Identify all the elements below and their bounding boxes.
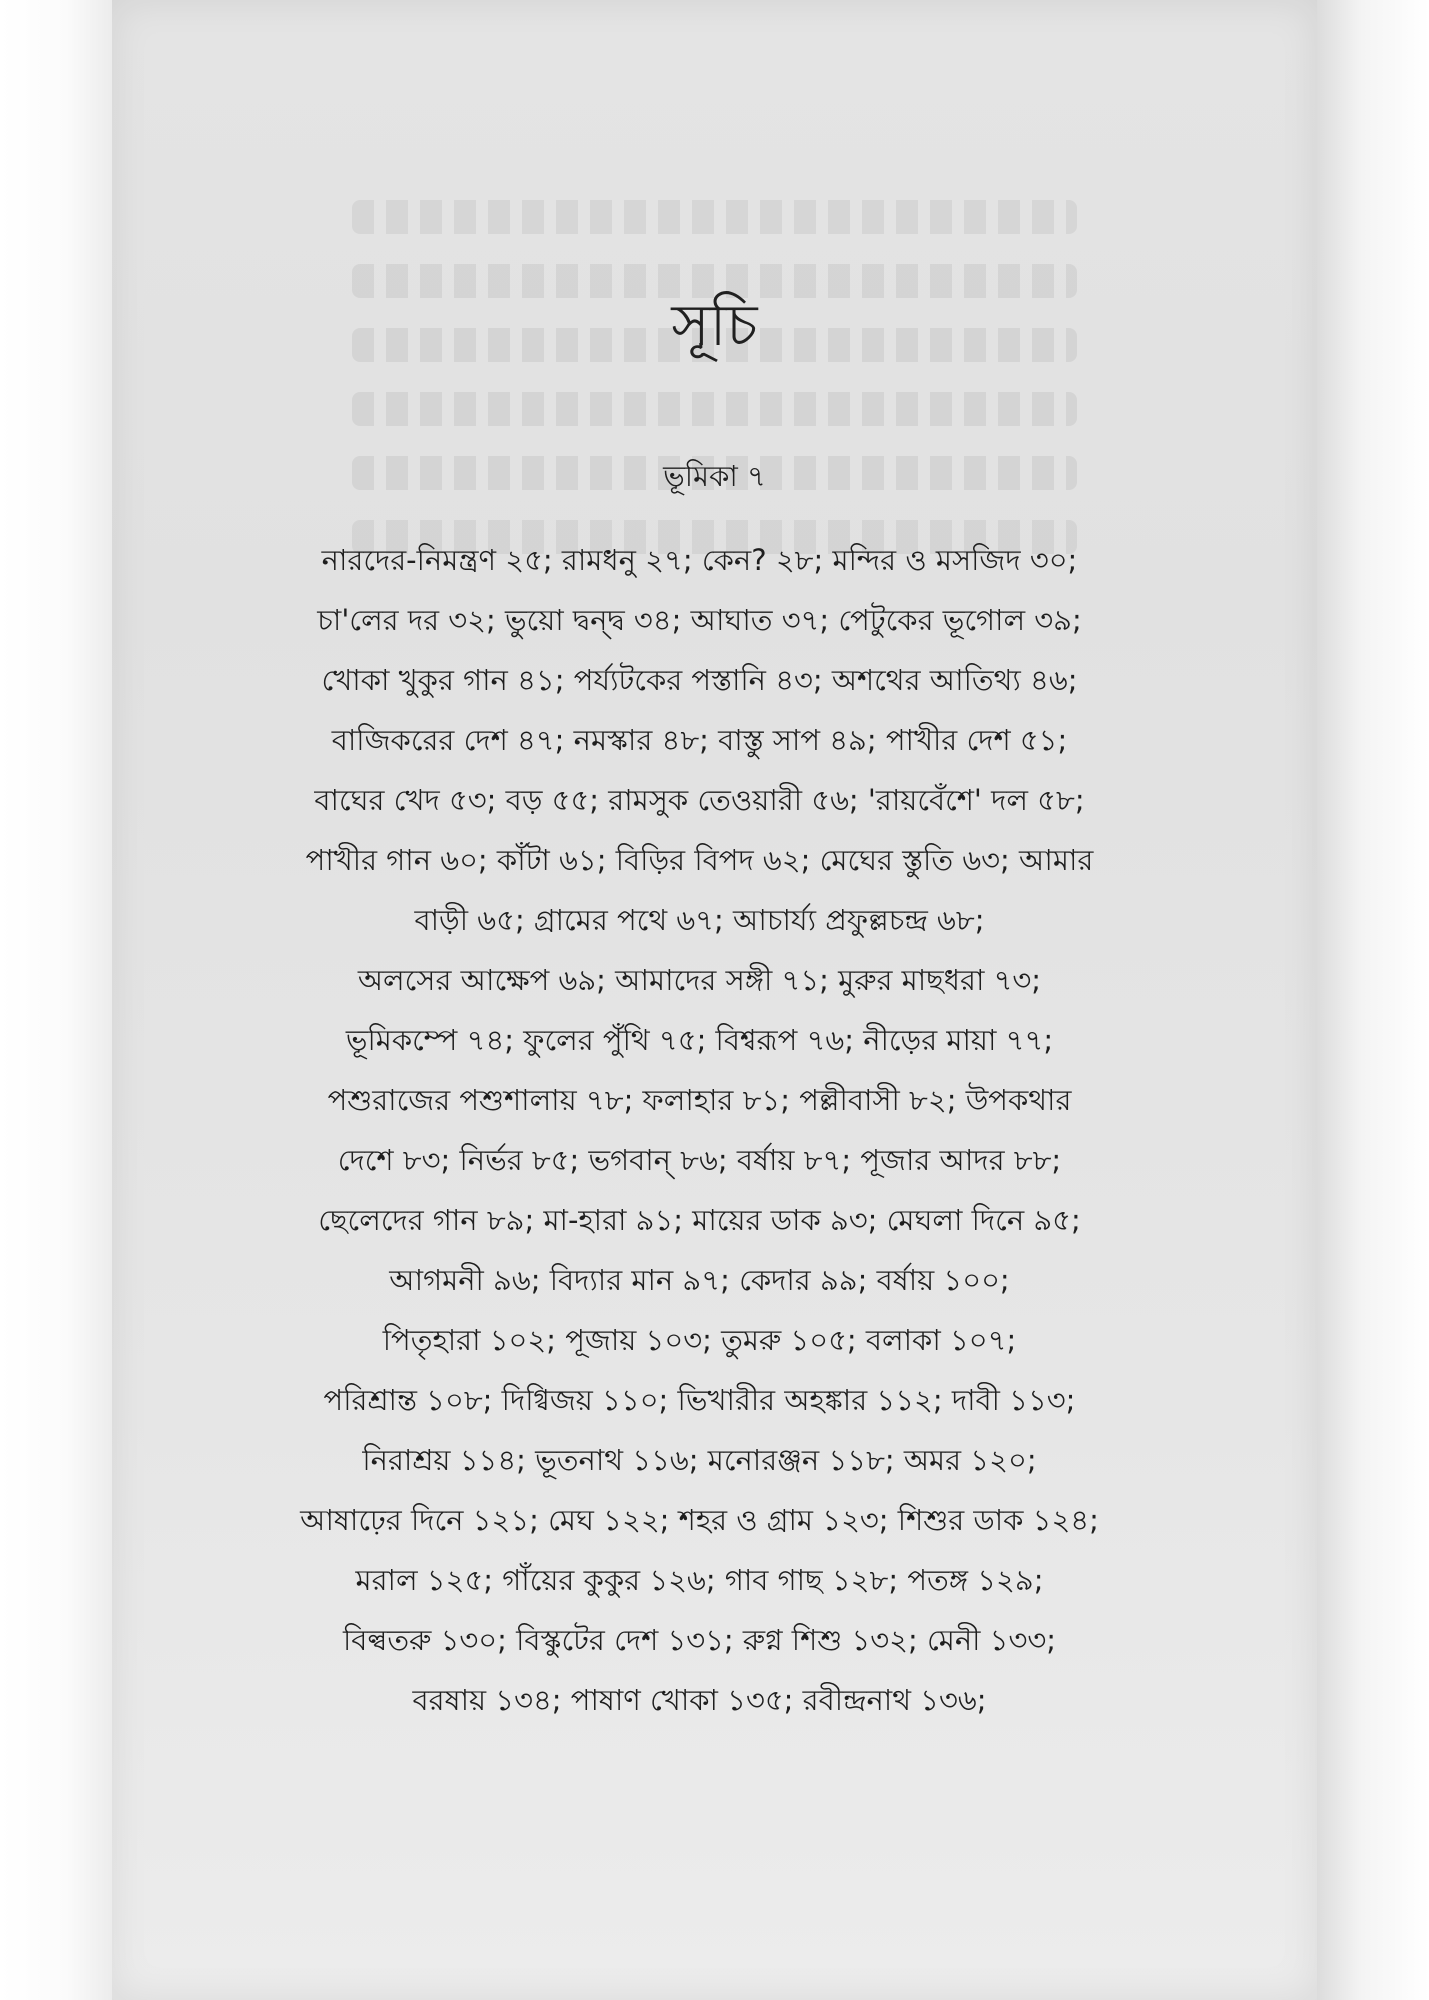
toc-line: পশুরাজের পশুশালায় ৭৮; ফলাহার ৮১; পল্লীবাসী ৮২; উপকথার [327,1083,1072,1117]
toc-line: পিতৃহারা ১০২; পূজায় ১০৩; তুমরু ১০৫; বলাকা ১০৭; [382,1323,1017,1357]
left-page-margin [0,0,112,2000]
preface-entry: ভূমিকা ৭ [663,459,766,493]
table-of-contents [112,0,1317,2000]
toc-line: চা'লের দর ৩২; ভুয়ো দ্বন্দ্ব ৩৪; আঘাত ৩৭; পেটুকের ভূগোল ৩৯; [317,603,1082,637]
toc-list [242,530,1157,1730]
toc-line: নিরাশ্রয় ১১৪; ভূতনাথ ১১৬; মনোরঞ্জন ১১৮; অমর ১২০; [362,1443,1037,1477]
toc-line: বিল্বতরু ১৩০; বিস্কুটের দেশ ১৩১; রুগ্ন শিশু ১৩২; মেনী ১৩৩; [343,1623,1056,1657]
toc-line: আগমনী ৯৬; বিদ্যার মান ৯৭; কেদার ৯৯; বর্ষায় ১০০; [389,1263,1010,1297]
toc-line: বরষায় ১৩৪; পাষাণ খোকা ১৩৫; রবীন্দ্রনাথ ১৩৬; [412,1683,987,1717]
toc-line: অলসের আক্ষেপ ৬৯; আমাদের সঙ্গী ৭১; মুরুর মাছধরা ৭৩; [357,963,1042,997]
page-bottom-space [112,1860,1317,1872]
right-page-margin [1317,0,1429,2000]
toc-line: ছেলেদের গান ৮৯; মা-হারা ৯১; মায়ের ডাক ৯৩; মেঘলা দিনে ৯৫; [318,1203,1081,1237]
toc-line: বাজিকরের দেশ ৪৭; নমস্কার ৪৮; বাস্তু সাপ ৪৯; পাখীর দেশ ৫১; [331,723,1068,757]
toc-line: বাঘের খেদ ৫৩; বড় ৫৫; রামসুক তেওয়ারী ৫৬; 'রায়বেঁশে' দল ৫৮; [314,783,1085,817]
toc-line: পাখীর গান ৬০; কাঁটা ৬১; বিড়ির বিপদ ৬২; মেঘের স্তুতি ৬৩; আমার [305,843,1094,877]
toc-line: নারদের-নিমন্ত্রণ ২৫; রামধনু ২৭; কেন? ২৮; মন্দির ও মসজিদ ৩০; [321,543,1078,577]
toc-line: ভূমিকম্পে ৭৪; ফুলের পুঁথি ৭৫; বিশ্বরূপ ৭৬; নীড়ের মায়া ৭৭; [345,1023,1054,1057]
toc-line: পরিশ্রান্ত ১০৮; দিগ্বিজয় ১১০; ভিখারীর অহঙ্কার ১১২; দাবী ১১৩; [323,1383,1076,1417]
toc-line: আষাঢ়ের দিনে ১২১; মেঘ ১২২; শহর ও গ্রাম ১২৩; শিশুর ডাক ১২৪; [300,1503,1099,1537]
toc-line: দেশে ৮৩; নির্ভর ৮৫; ভগবান্ ৮৬; বর্ষায় ৮৭; পূজার আদর ৮৮; [337,1143,1062,1177]
toc-line: মরাল ১২৫; গাঁয়ের কুকুর ১২৬; গাব গাছ ১২৮; পতঙ্গ ১২৯; [355,1563,1044,1597]
toc-line: বাড়ী ৬৫; গ্রামের পথে ৬৭; আচার্য্য প্রফুল্লচন্দ্র ৬৮; [414,903,985,937]
page-title: সূচি [671,291,758,359]
toc-line: খোকা খুকুর গান ৪১; পর্য্যটকের পস্তানি ৪৩; অশথের আতিথ্য ৪৬; [321,663,1078,697]
